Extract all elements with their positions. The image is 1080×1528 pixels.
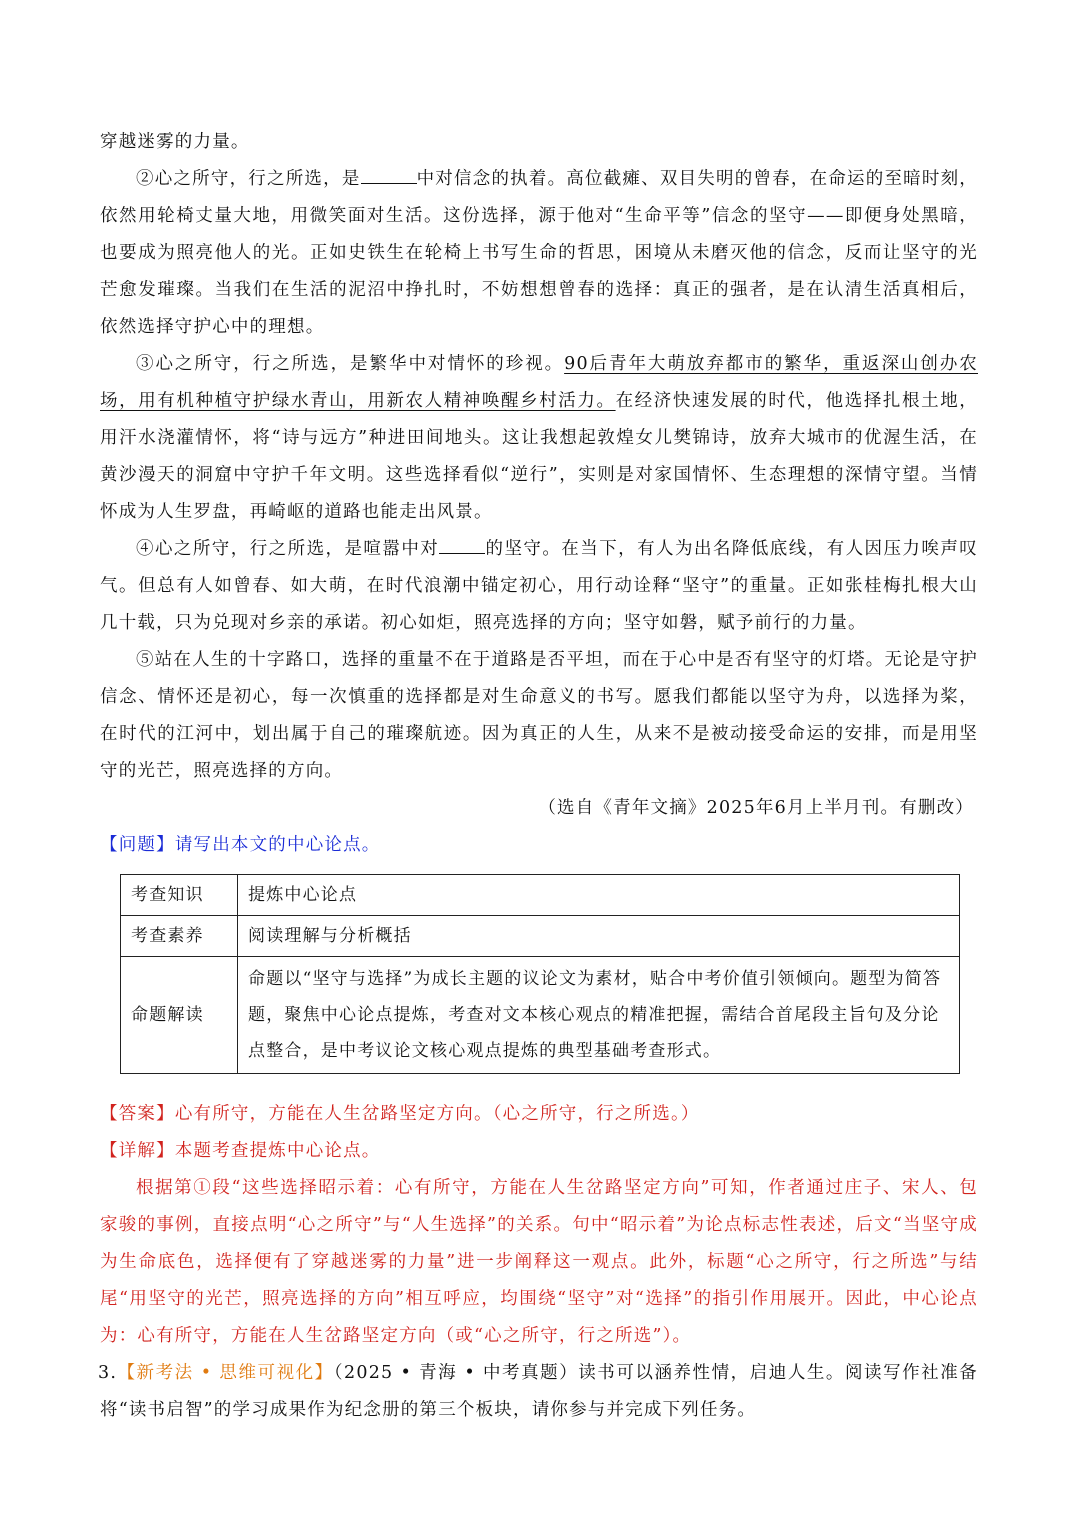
question-tag: 【问题】 (100, 835, 175, 855)
detail-text: 本题考查提炼中心论点。 (174, 1141, 381, 1161)
table-value: 阅读理解与分析概括 (238, 916, 960, 957)
q3-source: （2025 • 青海 • 中考真题） (333, 1363, 579, 1383)
table-row (121, 957, 960, 1074)
q3-text: 读书可以涵养性情，启迪人生。阅读写作社准备将“读书启智”的学习成果作为纪念册的第三个板块，请你参与并完成下列任务。 (100, 1363, 978, 1420)
table-key: 命题解读 (121, 957, 238, 1074)
answer-section (100, 1096, 978, 1429)
article-source: （选自《青年文摘》2025年6月上半月刊。有删改） (538, 798, 974, 818)
question-3: 3.【新考法 • 思维可视化】（2025 • 青海 • 中考真题）读书可以涵养性情，启迪人生。阅读写作社准备将“读书启智”的学习成果作为纪念册的第三个板块，请你参与并完成下列任务。 (98, 1363, 978, 1420)
detail-tag: 【详解】 (100, 1141, 175, 1161)
table-value: 提炼中心论点 (238, 875, 960, 916)
paragraph-3: ③心之所守，行之所选，是繁华中对情怀的珍视。90后青年大萌放弃都市的繁华，重返深山创办农场，用有机种植守护绿水青山，用新农人精神唤醒乡村活力。在经济快速发展的时代，他选择扎根土地，用汗水浇灌情怀，将“诗与远方”种进田间地头。这让我想起敦煌女儿樊锦诗，放弃大城市的优渥生活，在黄沙漫天的洞窟中守护千年文明。这些选择看似“逆行”，实则是对家国情怀、生态理想的深情守望。当情怀成为人生罗盘，再崎岖的道路也能走出风景。 (100, 354, 978, 522)
question-text: 请写出本文的中心论点。 (174, 835, 381, 855)
fill-blank-1[interactable] (361, 163, 417, 184)
answer-tag: 【答案】 (100, 1104, 175, 1124)
table-key: 考查知识 (121, 875, 238, 916)
paragraph-4: ④心之所守，行之所选，是喧嚣中对 的坚守。在当下，有人为出名降低底线，有人因压力唉声叹气。但总有人如曾春、如大萌，在时代浪潮中锚定初心，用行动诠释“坚守”的重量。正如张桂梅扎根大山几十载，只为兑现对乡亲的承诺。初心如炬，照亮选择的方向；坚守如磐，赋予前行的力量。 (100, 531, 978, 642)
table-row (121, 875, 960, 916)
detail-line (100, 1133, 978, 1170)
answer-line (100, 1096, 978, 1133)
underlined-sentence: 90后青年大萌放弃都市的繁华，重返深山创办农场，用有机种植守护绿水青山，用新农人精神唤醒乡村活力。 (100, 354, 978, 411)
table-key: 考查素养 (121, 916, 238, 957)
document-page (100, 124, 978, 1429)
detail-body: 根据第①段“这些选择昭示着：心有所守，方能在人生岔路坚定方向”可知，作者通过庄子、宋人、包家骏的事例，直接点明“心之所守”与“人生选择”的关系。句中“昭示着”为论点标志性表述，后文“当坚守成为生命底色，选择便有了穿越迷雾的力量”进一步阐释这一观点。此外，标题“心之所守，行之所选”与结尾“用坚守的光芒，照亮选择的方向”相互呼应，均围绕“坚守”对“选择”的指引作用展开。因此，中心论点为：心有所守，方能在人生岔路坚定方向（或“心之所守，行之所选”）。 (100, 1178, 978, 1346)
paragraph-2: ②心之所守，行之所选，是 中对信念的执着。高位截瘫、双目失明的曾春，在命运的至暗时刻，依然用轮椅丈量大地，用微笑面对生活。这份选择，源于他对“生命平等”信念的坚守——即便身处黑暗，也要成为照亮他人的光。正如史铁生在轮椅上书写生命的哲思，困境从未磨灭他的信念，反而让坚守的光芒愈发璀璨。当我们在生活的泥沼中挣扎时，不妨想想曾春的选择：真正的强者，是在认清生活真相后，依然选择守护心中的理想。 (100, 161, 978, 346)
paragraph-5: ⑤站在人生的十字路口，选择的重量不在于道路是否平坦，而在于心中是否有坚守的灯塔。无论是守护信念、情怀还是初心，每一次慎重的选择都是对生命意义的书写。愿我们都能以坚守为舟，以选择为桨，在时代的江河中，划出属于自己的璀璨航迹。因为真正的人生，从来不是被动接受命运的安排，而是用坚守的光芒，照亮选择的方向。 (100, 650, 978, 781)
table-row (121, 916, 960, 957)
table-value: 命题以“坚守与选择”为成长主题的议论文为素材，贴合中考价值引领倾向。题型为简答题，聚焦中心论点提炼，考查对文本核心观点的精准把握，需结合首尾段主旨句及分论点整合，是中考议论文核心观点提炼的典型基础考查形式。 (238, 957, 960, 1074)
q3-tag: 【新考法 • 思维可视化】 (117, 1363, 334, 1383)
answer-text: 心有所守，方能在人生岔路坚定方向。（心之所守，行之所选。） (174, 1104, 700, 1124)
paragraph-1-tail: 穿越迷雾的力量。 (100, 132, 250, 152)
analysis-table (120, 874, 960, 1074)
fill-blank-2[interactable] (439, 533, 485, 554)
question-line (100, 827, 978, 864)
